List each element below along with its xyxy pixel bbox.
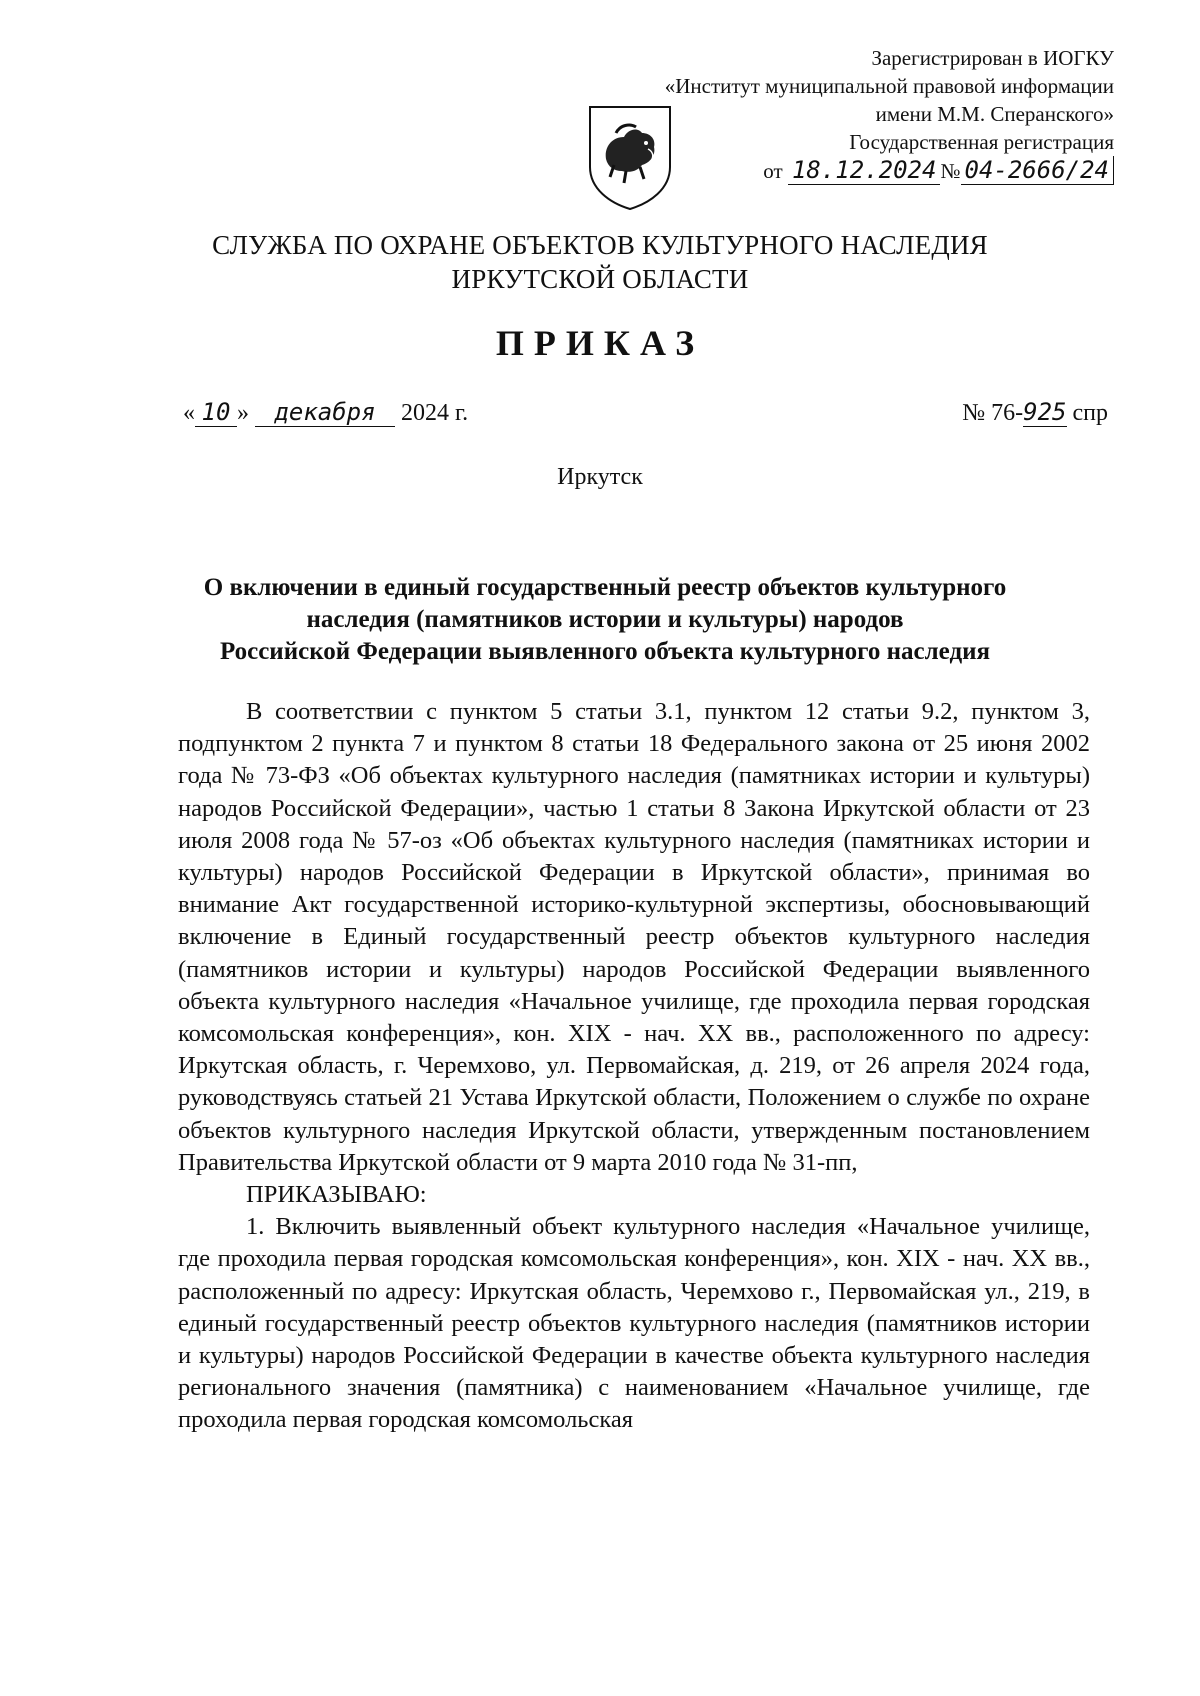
order-date xyxy=(183,398,468,427)
registration-line-1: Зарегистрирован в ИОГКУ xyxy=(871,46,1114,70)
registration-number-handwritten: 04-2666/24 xyxy=(961,156,1115,185)
document-type-title: ПРИКАЗ xyxy=(495,323,705,363)
subject-line-2: наследия (памятников истории и культуры) народов xyxy=(306,606,904,633)
order-subject xyxy=(140,572,1070,668)
date-close-quote: » xyxy=(237,400,249,426)
order-item-1: 1. Включить выявленный объект культурного наследия «Начальное училище, где проходила первая городская комсомольская конференция», кон. XIX - нач. XX вв., расположенный по адресу: Иркутская область, Черемхово г., Первомайская ул., 219, в единый государственный реестр объектов культурного наследия (памятников истории и культуры) народов Российской Федерации в качестве объекта культурного наследия регионального значения (памятника) с наименованием «Начальное училище, где проходила первая городская комсомольская xyxy=(178,1213,1090,1434)
preamble-paragraph: В соответствии с пунктом 5 статьи 3.1, пунктом 12 статьи 9.2, пунктом 3, подпунктом 2 пункта 7 и пунктом 8 статьи 18 Федерального закона от 25 июня 2002 года № 73-ФЗ «Об объектах культурного наследия (памятниках истории и культуры) народов Российской Федерации», частью 1 статьи 8 Закона Иркутской области от 23 июля 2008 года № 57-оз «Об объектах культурного наследия (памятниках истории и культуры) народов Российской Федерации в Иркутской области», принимая во внимание Акт государственной историко-культурной экспертизы, обосновывающий включение в Единый государственный реестр объектов культурного наследия (памятников истории и культуры) народов Российской Федерации выявленного объекта культурного наследия «Начальное училище, где проходила первая городская комсомольская конференция», кон. XIX - нач. XX вв., расположенного по адресу: Иркутская область, г. Черемхово, ул. Первомайская, д. 219, от 26 апреля 2024 года, руководствуясь статьей 21 Устава Иркутской области, Положением о службе по охране объектов культурного наследия Иркутской области, утвержденным постановлением Правительства Иркутской области от 9 марта 2010 года № 31-пп, xyxy=(178,698,1090,1176)
registration-date-handwritten: 18.12.2024 xyxy=(788,156,941,185)
date-year: 2024 г. xyxy=(401,400,469,426)
date-month-handwritten: декабря xyxy=(255,398,395,427)
order-word: ПРИКАЗЫВАЮ: xyxy=(246,1181,427,1209)
registration-number-prefix: № xyxy=(940,159,961,183)
registration-line-2: «Институт муниципальной правовой информации xyxy=(664,74,1114,98)
order-body xyxy=(178,696,1090,1437)
order-number-prefix: № 76- xyxy=(962,400,1024,426)
order-number-handwritten: 925 xyxy=(1023,398,1067,426)
registration-line-4: Государственная регистрация xyxy=(849,130,1114,154)
city-name: Иркутск xyxy=(557,464,643,490)
agency-line-2: ИРКУТСКОЙ ОБЛАСТИ xyxy=(451,264,749,294)
agency-name xyxy=(0,228,1200,296)
date-open-quote: « xyxy=(183,400,195,426)
registration-stamp xyxy=(594,44,1114,185)
order-number xyxy=(962,398,1108,427)
agency-line-1: СЛУЖБА ПО ОХРАНЕ ОБЪЕКТОВ КУЛЬТУРНОГО НАСЛЕДИЯ xyxy=(212,230,988,260)
order-number-suffix: спр xyxy=(1066,400,1108,426)
subject-line-1: О включении в единый государственный реестр объектов культурного xyxy=(203,574,1007,601)
registration-line-3: имени М.М. Сперанского» xyxy=(875,102,1114,126)
date-day-handwritten: 10 xyxy=(195,398,237,427)
subject-line-3: Российской Федерации выявленного объекта культурного наследия xyxy=(219,638,991,665)
registration-date-line xyxy=(594,156,1114,185)
registration-date-prefix: от xyxy=(763,159,783,183)
